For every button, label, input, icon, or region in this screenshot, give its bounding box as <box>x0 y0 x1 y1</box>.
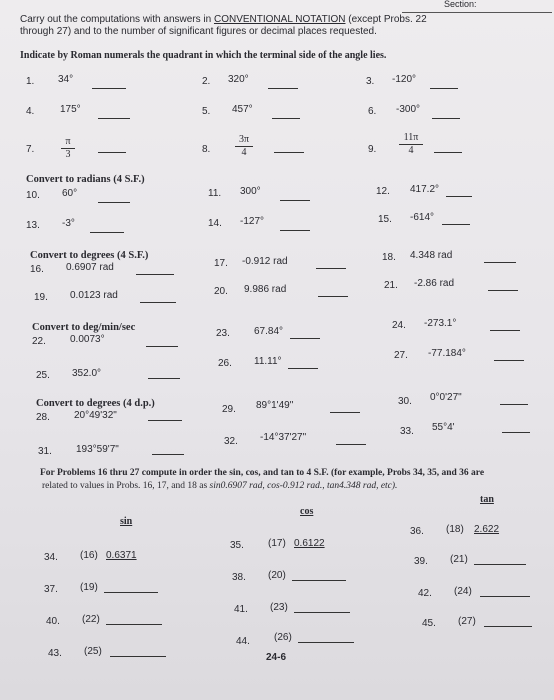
answer-blank[interactable] <box>494 360 524 361</box>
problem-number: 25. <box>36 370 50 381</box>
problem-number: 35. <box>230 540 244 551</box>
problem-number: 1. <box>26 76 35 87</box>
problem-value: -14°37'27" <box>260 432 307 443</box>
fraction-denominator: 4 <box>241 147 247 158</box>
column-header-cos: cos <box>300 506 314 517</box>
problem-number: 19. <box>34 292 48 303</box>
instructions-text-c: (except Probs. 22 <box>345 14 427 25</box>
answer-blank[interactable] <box>502 432 530 433</box>
answer-blank[interactable] <box>330 412 360 413</box>
problem-value: -0.912 rad <box>242 256 288 267</box>
trig-instructions-text: related to values in Probs. 16, 17, and 18 as <box>42 481 210 491</box>
problem-number: 9. <box>368 144 377 155</box>
answer-blank[interactable] <box>490 330 520 331</box>
problem-reference: (21) <box>450 554 468 565</box>
answer-sin-blank[interactable] <box>110 656 166 657</box>
answer-blank[interactable] <box>442 224 470 225</box>
page-number: 24-6 <box>266 652 287 663</box>
instructions-line-2: through 27) and to the number of significant figures or decimal places requested. <box>20 26 377 37</box>
fraction-numerator: 3π <box>238 134 250 145</box>
column-header-tan: tan <box>480 494 494 505</box>
answer-blank[interactable] <box>336 444 366 445</box>
answer-blank[interactable] <box>98 152 126 153</box>
answer-blank[interactable] <box>500 404 528 405</box>
problem-number: 24. <box>392 320 406 331</box>
answer-blank[interactable] <box>288 368 318 369</box>
problem-value: 9.986 rad <box>244 284 287 295</box>
answer-blank[interactable] <box>136 274 174 275</box>
answer-blank[interactable] <box>92 88 126 89</box>
answer-cos[interactable]: 0.6122 <box>294 538 325 549</box>
problem-number: 6. <box>368 106 377 117</box>
problem-reference: (17) <box>268 538 286 549</box>
answer-blank[interactable] <box>280 200 310 201</box>
problem-value: 352.0° <box>72 368 102 379</box>
answer-blank[interactable] <box>316 268 346 269</box>
problem-value: 300° <box>240 186 261 197</box>
problem-value: 0.0123 rad <box>70 290 118 301</box>
problem-number: 10. <box>26 190 40 201</box>
fraction-numerator: π <box>65 136 71 147</box>
section-label: Section: <box>444 0 477 9</box>
answer-cos-blank[interactable] <box>294 612 350 613</box>
problem-number: 44. <box>236 636 250 647</box>
problem-number: 2. <box>202 76 211 87</box>
answer-blank[interactable] <box>146 346 178 347</box>
problem-value: -120° <box>392 74 417 85</box>
problem-number: 34. <box>44 552 58 563</box>
problem-number: 31. <box>38 446 52 457</box>
degrees-dp-section-title: Convert to degrees (4 d.p.) <box>36 398 155 409</box>
problem-value: 11.11° <box>254 356 282 367</box>
problem-value: -77.184° <box>428 348 466 359</box>
answer-blank[interactable] <box>148 378 180 379</box>
problem-value: 20°49'32" <box>74 410 117 421</box>
degrees-section-title: Convert to degrees (4 S.F.) <box>30 250 149 261</box>
problem-reference: (23) <box>270 602 288 613</box>
radians-section-title: Convert to radians (4 S.F.) <box>26 174 145 185</box>
trig-instructions-line-2 <box>42 481 397 491</box>
answer-tan[interactable]: 2.622 <box>474 524 500 535</box>
answer-blank[interactable] <box>484 262 516 263</box>
problem-value: 34° <box>58 74 74 85</box>
problem-value: -273.1° <box>424 318 457 329</box>
trig-instructions-line-1: For Problems 16 thru 27 compute in order the sin, cos, and tan to 4 S.F. (for example, Probs 34, 35, and 36 are <box>40 468 485 478</box>
problem-number: 42. <box>418 588 432 599</box>
fraction-11pi-over-4 <box>398 132 424 157</box>
problem-value: 4.348 rad <box>410 250 453 261</box>
problem-value: 89°1'49" <box>256 400 294 411</box>
answer-cos-blank[interactable] <box>292 580 346 581</box>
problem-value: -3° <box>62 218 75 229</box>
problem-number: 37. <box>44 584 58 595</box>
answer-blank[interactable] <box>446 196 472 197</box>
problem-value: 193°59'7" <box>76 444 119 455</box>
answer-sin-blank[interactable] <box>104 592 158 593</box>
answer-tan-blank[interactable] <box>474 564 526 565</box>
problem-number: 12. <box>376 186 390 197</box>
problem-number: 43. <box>48 648 62 659</box>
problem-number: 17. <box>214 258 228 269</box>
conventional-notation-text: CONVENTIONAL NOTATION <box>213 14 346 25</box>
fraction-3pi-over-4 <box>234 134 254 159</box>
problem-number: 28. <box>36 412 50 423</box>
fraction-denominator: 4 <box>408 145 414 156</box>
answer-cos-blank[interactable] <box>298 642 354 643</box>
problem-reference: (24) <box>454 586 472 597</box>
answer-blank[interactable] <box>140 302 176 303</box>
answer-blank[interactable] <box>280 230 310 231</box>
problem-reference: (16) <box>80 550 98 561</box>
answer-blank[interactable] <box>432 118 460 119</box>
problem-number: 23. <box>216 328 230 339</box>
problem-number: 21. <box>384 280 398 291</box>
answer-blank[interactable] <box>268 88 298 89</box>
problem-number: 41. <box>234 604 248 615</box>
instructions-text-a: Carry out the computations with answers in <box>20 14 214 25</box>
problem-number: 40. <box>46 616 60 627</box>
answer-blank[interactable] <box>272 118 300 119</box>
trig-instructions-example: sin0.6907 rad, cos-0.912 rad., tan4.348 rad, etc). <box>209 481 398 491</box>
instructions-line-1 <box>20 14 427 25</box>
problem-number: 22. <box>32 336 46 347</box>
problem-number: 20. <box>214 286 228 297</box>
answer-blank[interactable] <box>98 118 130 119</box>
problem-number: 36. <box>410 526 424 537</box>
quadrant-instruction: Indicate by Roman numerals the quadrant in which the terminal side of the angle lies. <box>20 50 387 61</box>
dms-section-title: Convert to deg/min/sec <box>32 322 136 333</box>
answer-blank[interactable] <box>430 88 458 89</box>
section-field <box>402 0 552 13</box>
problem-number: 38. <box>232 572 246 583</box>
problem-value: -127° <box>240 216 265 227</box>
problem-number: 27. <box>394 350 408 361</box>
problem-number: 13. <box>26 220 40 231</box>
answer-blank[interactable] <box>434 152 462 153</box>
answer-blank[interactable] <box>90 232 124 233</box>
problem-number: 5. <box>202 106 211 117</box>
problem-value: -300° <box>396 104 421 115</box>
problem-value: 0.6907 rad <box>66 262 114 273</box>
fraction-pi-over-3 <box>60 136 76 161</box>
answer-blank[interactable] <box>152 454 184 455</box>
problem-number: 4. <box>26 106 35 117</box>
problem-value: 417.2° <box>410 184 440 195</box>
column-header-sin: sin <box>120 516 133 527</box>
answer-sin-blank[interactable] <box>106 624 162 625</box>
problem-number: 11. <box>208 188 222 199</box>
problem-reference: (20) <box>268 570 286 581</box>
problem-reference: (27) <box>458 616 476 627</box>
problem-value: -614° <box>410 212 435 223</box>
problem-value: 457° <box>232 104 253 115</box>
problem-value: 67.84° <box>254 326 284 337</box>
answer-blank[interactable] <box>290 338 320 339</box>
problem-value: 55°4' <box>432 422 455 433</box>
answer-tan-blank[interactable] <box>480 596 530 597</box>
problem-value: 320° <box>228 74 249 85</box>
problem-value: 60° <box>62 188 78 199</box>
problem-number: 14. <box>208 218 222 229</box>
problem-reference: (19) <box>80 582 98 593</box>
problem-number: 18. <box>382 252 396 263</box>
fraction-denominator: 3 <box>65 149 71 160</box>
problem-number: 8. <box>202 144 211 155</box>
answer-tan-blank[interactable] <box>484 626 532 627</box>
problem-value: -2.86 rad <box>414 278 455 289</box>
answer-blank[interactable] <box>274 152 304 153</box>
problem-reference: (22) <box>82 614 100 625</box>
problem-number: 39. <box>414 556 428 567</box>
problem-number: 26. <box>218 358 232 369</box>
problem-reference: (25) <box>84 646 102 657</box>
problem-number: 33. <box>400 426 414 437</box>
problem-number: 7. <box>26 144 35 155</box>
problem-reference: (26) <box>274 632 292 643</box>
problem-number: 3. <box>366 76 375 87</box>
problem-number: 29. <box>222 404 236 415</box>
problem-value: 175° <box>60 104 81 115</box>
answer-sin[interactable]: 0.6371 <box>106 550 137 561</box>
answer-blank[interactable] <box>148 420 182 421</box>
problem-value: 0°0'27" <box>430 392 462 403</box>
problem-number: 30. <box>398 396 412 407</box>
answer-blank[interactable] <box>488 290 518 291</box>
problem-value: 0.0073° <box>70 334 105 345</box>
answer-blank[interactable] <box>318 296 348 297</box>
answer-blank[interactable] <box>98 202 130 203</box>
problem-number: 16. <box>30 264 44 275</box>
fraction-numerator: 11π <box>403 132 419 143</box>
problem-reference: (18) <box>446 524 464 535</box>
problem-number: 15. <box>378 214 392 225</box>
problem-number: 32. <box>224 436 238 447</box>
problem-number: 45. <box>422 618 436 629</box>
